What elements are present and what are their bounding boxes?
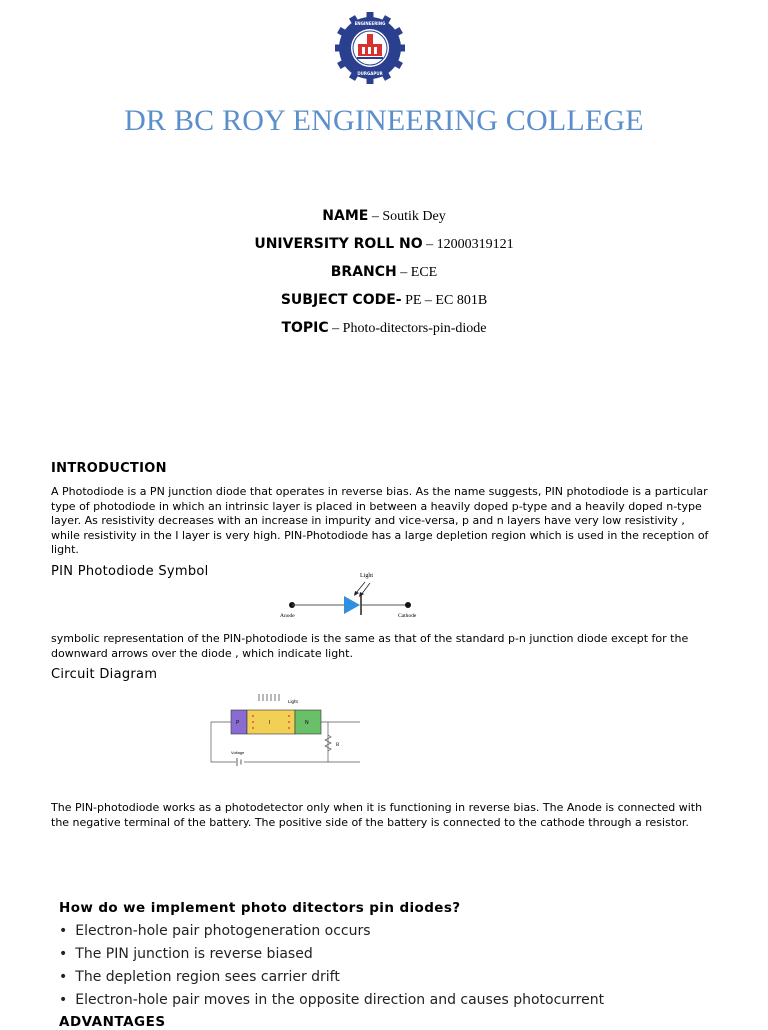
bullet-icon: • xyxy=(59,992,68,1008)
info-subject-code xyxy=(0,292,768,309)
paragraph-line: the negative terminal of the battery. The positive side of the battery is connected to the cathode through a resistor. xyxy=(51,815,689,829)
bullet-icon: • xyxy=(59,969,68,985)
how-heading: How do we implement photo ditectors pin diodes? xyxy=(59,900,461,916)
bullet-item xyxy=(59,923,371,939)
info-separator: – xyxy=(328,321,343,336)
paragraph-line: light. xyxy=(51,543,79,556)
light-arrowhead-icon xyxy=(354,591,359,596)
cathode-terminal xyxy=(405,602,411,608)
paragraph-line: while resistivity in the I layer is very high. PIN-Photodiode has a large depletion region which is used in the reception of xyxy=(51,528,709,542)
bullet-item xyxy=(59,992,604,1008)
info-label: BRANCH xyxy=(330,264,397,280)
college-title: DR BC ROY ENGINEERING COLLEGE xyxy=(124,104,644,137)
light-label: Light xyxy=(360,573,373,579)
n-label: N xyxy=(305,720,309,726)
bullet-item xyxy=(59,969,340,985)
anode-label: Anode xyxy=(280,613,295,619)
bullet-text: The PIN junction is reverse biased xyxy=(75,946,313,962)
resistor-label: R xyxy=(336,743,340,748)
info-separator: – xyxy=(368,209,383,224)
paragraph-line: downward arrows over the diode , which indicate light. xyxy=(51,646,353,660)
info-value: 12000319121 xyxy=(436,237,514,252)
bullet-icon: • xyxy=(59,946,68,962)
info-separator: – xyxy=(422,237,437,252)
introduction-heading: INTRODUCTION xyxy=(51,461,167,476)
info-label: SUBJECT CODE- xyxy=(280,292,402,308)
light-label: Light xyxy=(288,699,298,704)
info-roll-no xyxy=(0,236,768,253)
info-value: ECE xyxy=(410,265,438,280)
svg-text:ENGINEERING: ENGINEERING xyxy=(354,21,386,26)
bullet-item xyxy=(59,946,313,962)
circuit-paragraph xyxy=(51,801,715,830)
p-label: P xyxy=(236,720,240,726)
paragraph-line: A Photodiode is a PN junction diode that operates in reverse bias. As the name suggests, PIN photodiode is a particular xyxy=(51,485,708,498)
info-name xyxy=(0,208,768,225)
pin-photodiode-symbol-diagram xyxy=(270,566,430,622)
bullet-text: Electron-hole pair moves in the opposite direction and causes photocurrent xyxy=(75,992,605,1008)
circuit-diagram xyxy=(205,690,365,770)
info-branch xyxy=(0,264,768,281)
info-label: TOPIC xyxy=(281,320,329,336)
college-logo xyxy=(335,5,405,91)
paragraph-line: layer. As resistivity decreases with an increase in impurity and vice-versa, p and n layers have very low resistivity , xyxy=(51,514,685,527)
info-value: Photo-ditectors-pin-diode xyxy=(342,321,487,336)
i-region xyxy=(247,710,295,734)
info-topic xyxy=(0,320,768,337)
light-arrows xyxy=(259,694,279,701)
bullet-text: The depletion region sees carrier drift xyxy=(75,969,340,985)
info-value: Soutik Dey xyxy=(382,209,446,224)
advantages-heading: ADVANTAGES xyxy=(59,1014,166,1030)
diode-triangle-icon xyxy=(344,596,360,614)
i-label: I xyxy=(269,720,271,726)
paragraph-line: The PIN-photodiode works as a photodetector only when it is functioning in reverse bias. The Anode is connected with xyxy=(51,801,703,814)
voltage-label: Voltage xyxy=(231,750,245,755)
paragraph-line: type of photodiode in which an intrinsic layer is placed in between a heavily doped p-type and a heavily doped n-type xyxy=(51,499,702,513)
info-separator: – xyxy=(396,265,411,280)
info-label: UNIVERSITY ROLL NO xyxy=(254,236,423,252)
circuit-heading: Circuit Diagram xyxy=(51,667,158,682)
bullet-icon: • xyxy=(59,923,68,939)
symbol-paragraph xyxy=(51,632,715,661)
svg-text:DURGAPUR: DURGAPUR xyxy=(357,71,383,76)
paragraph-line: symbolic representation of the PIN-photodiode is the same as that of the standard p-n junction diode except for the xyxy=(51,632,689,645)
info-label: NAME xyxy=(322,208,369,224)
info-value: PE – EC 801B xyxy=(405,293,488,308)
introduction-paragraph xyxy=(51,485,715,558)
cathode-label: Cathode xyxy=(398,613,417,619)
bullet-text: Electron-hole pair photogeneration occurs xyxy=(75,923,371,939)
college-gear-logo-icon xyxy=(335,5,405,91)
symbol-heading: PIN Photodiode Symbol xyxy=(51,564,209,579)
